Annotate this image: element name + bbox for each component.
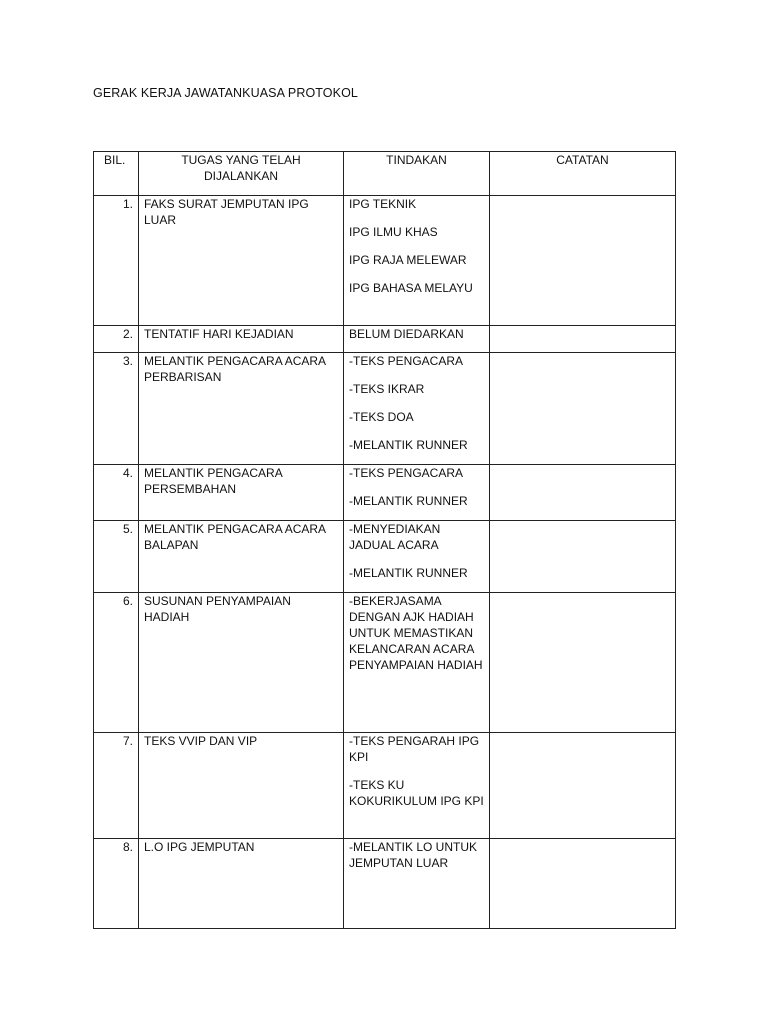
table-row xyxy=(94,839,676,929)
row-actions xyxy=(344,196,490,326)
table-row xyxy=(94,733,676,839)
row-actions xyxy=(344,326,490,353)
row-number: 8. xyxy=(94,839,139,929)
row-task: SUSUNAN PENYAMPAIAN HADIAH xyxy=(139,593,344,733)
row-notes xyxy=(490,593,676,733)
row-notes xyxy=(490,353,676,465)
protocol-table xyxy=(93,151,676,929)
row-notes xyxy=(490,326,676,353)
row-actions xyxy=(344,839,490,929)
header-bil: BIL. xyxy=(94,152,139,196)
action-item: -TEKS DOA xyxy=(349,410,414,424)
action-item: -TEKS PENGARAH IPG KPI xyxy=(349,734,480,764)
row-notes xyxy=(490,733,676,839)
action-item: -BEKERJASAMA DENGAN AJK HADIAH UNTUK MEMASTIKAN KELANCARAN ACARA PENYAMPAIAN HADIAH xyxy=(349,594,483,672)
row-number: 1. xyxy=(94,196,139,326)
row-task: FAKS SURAT JEMPUTAN IPG LUAR xyxy=(139,196,344,326)
row-number: 2. xyxy=(94,326,139,353)
row-notes xyxy=(490,521,676,593)
row-number: 4. xyxy=(94,465,139,521)
action-item: -MENYEDIAKAN JADUAL ACARA xyxy=(349,522,441,552)
action-item: -MELANTIK RUNNER xyxy=(349,494,468,508)
row-number: 5. xyxy=(94,521,139,593)
table-row xyxy=(94,593,676,733)
action-item: -TEKS IKRAR xyxy=(349,382,425,396)
action-item: -TEKS PENGACARA xyxy=(349,354,464,368)
table-row xyxy=(94,521,676,593)
row-notes xyxy=(490,196,676,326)
row-task: TEKS VVIP DAN VIP xyxy=(139,733,344,839)
row-actions xyxy=(344,465,490,521)
page-title: GERAK KERJA JAWATANKUASA PROTOKOL xyxy=(93,86,358,100)
header-catatan: CATATAN xyxy=(490,152,676,196)
action-item: IPG ILMU KHAS xyxy=(349,225,438,239)
row-number: 3. xyxy=(94,353,139,465)
row-number: 6. xyxy=(94,593,139,733)
action-item: BELUM DIEDARKAN xyxy=(349,327,464,341)
action-item: IPG RAJA MELEWAR xyxy=(349,253,467,267)
action-item: -TEKS PENGACARA xyxy=(349,466,464,480)
table-header-row xyxy=(94,152,676,196)
row-task: MELANTIK PENGACARA PERSEMBAHAN xyxy=(139,465,344,521)
table-row xyxy=(94,326,676,353)
row-notes xyxy=(490,839,676,929)
table-row xyxy=(94,465,676,521)
row-actions xyxy=(344,593,490,733)
action-item: -TEKS KU KOKURIKULUM IPG KPI xyxy=(349,778,484,808)
row-task: TENTATIF HARI KEJADIAN xyxy=(139,326,344,353)
row-actions xyxy=(344,353,490,465)
header-tindakan: TINDAKAN xyxy=(344,152,490,196)
row-actions xyxy=(344,733,490,839)
row-actions xyxy=(344,521,490,593)
row-task: L.O IPG JEMPUTAN xyxy=(139,839,344,929)
action-item: -MELANTIK LO UNTUK JEMPUTAN LUAR xyxy=(349,840,478,870)
action-item: -MELANTIK RUNNER xyxy=(349,566,468,580)
header-tugas: TUGAS YANG TELAH DIJALANKAN xyxy=(139,152,344,196)
action-item: IPG TEKNIK xyxy=(349,197,417,211)
row-notes xyxy=(490,465,676,521)
action-item: IPG BAHASA MELAYU xyxy=(349,281,473,295)
action-item: -MELANTIK RUNNER xyxy=(349,438,468,452)
table-row xyxy=(94,196,676,326)
row-task: MELANTIK PENGACARA ACARA PERBARISAN xyxy=(139,353,344,465)
row-number: 7. xyxy=(94,733,139,839)
table-row xyxy=(94,353,676,465)
row-task: MELANTIK PENGACARA ACARA BALAPAN xyxy=(139,521,344,593)
